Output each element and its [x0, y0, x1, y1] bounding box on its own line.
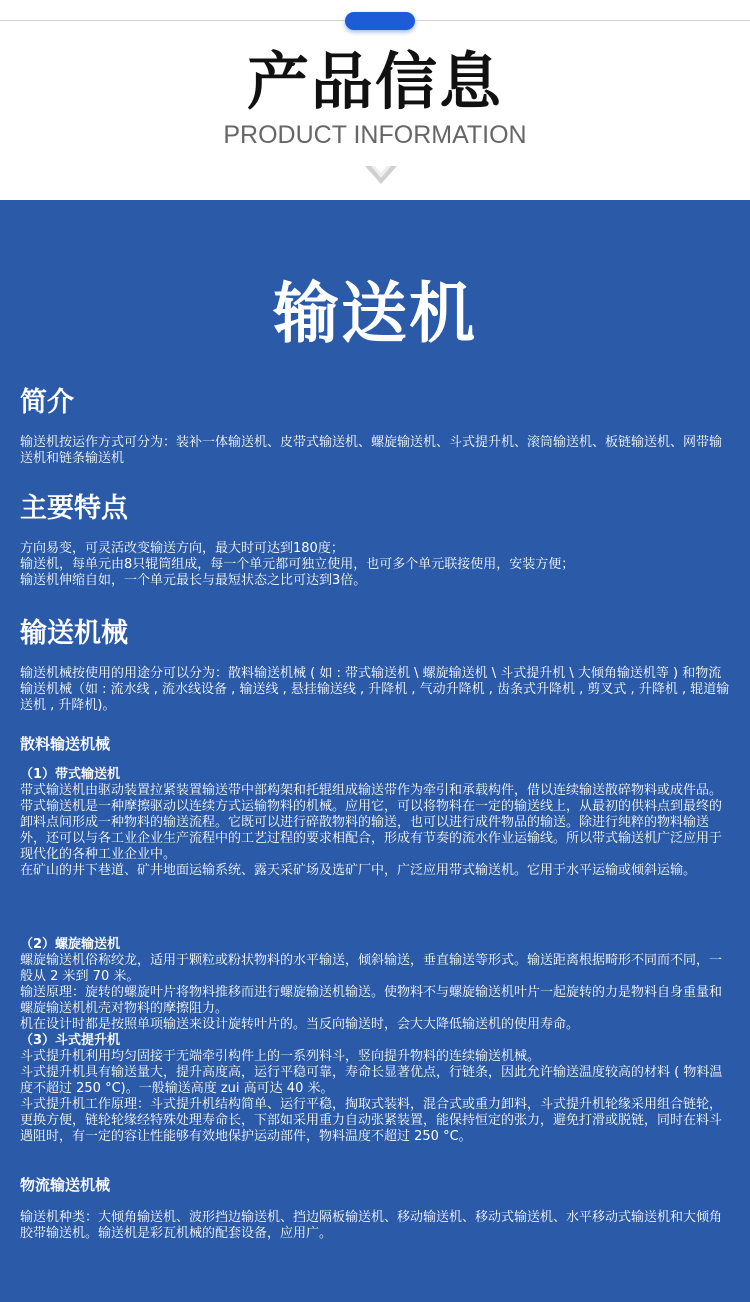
header-divider-right [415, 20, 750, 21]
belt-conveyor-p2: 带式输送机是一种摩擦驱动以连续方式运输物料的机械。应用它，可以将物料在一定的输送线上，从最初的供料点到最终的卸料点间形成一种物料的输送流程。它既可以进行碎散物料的输送，也可以进行成件物品的输送。除进行纯粹的物料输送外，还可以与各工业企业生产流程中的工艺过程的要求相配合，形成有节奏的流水作业运输线。所以带式输送机广泛应用于现代化的各种工业企业中。 [20, 799, 723, 862]
product-info-panel [0, 200, 750, 1302]
bulk-heading: 散料输送机械 [20, 735, 111, 753]
page-title: 产品信息 [246, 45, 503, 118]
screw-conveyor-p1: 螺旋输送机俗称绞龙，适用于颗粒或粉状物料的水平输送，倾斜输送，垂直输送等形式。输送距离根据畸形不同而不同，一般从 2 米到 70 米。 [20, 953, 723, 984]
logistics-heading: 物流输送机械 [20, 1176, 111, 1194]
screw-conveyor-section [20, 937, 730, 1145]
screw-conveyor-p3: 机在设计时都是按照单项输送来设计旋转叶片的。当反向输送时，会大大降低输送机的使用寿命。 [20, 1017, 580, 1032]
feature-item: 方向易变，可灵活改变输送方向，最大时可达到180度； [20, 541, 344, 556]
screw-conveyor-title: （2）螺旋输送机 [20, 937, 121, 952]
bucket-elevator-title: （3）斗式提升机 [20, 1033, 121, 1048]
logistics-text: 输送机种类：大倾角输送机、波形挡边输送机、挡边隔板输送机、移动输送机、移动式输送机、水平移动式输送机和大倾角胶带输送机。输送机是彩瓦机械的配套设备，应用广。 [20, 1210, 723, 1241]
feature-item: 输送机伸缩自如，一个单元最长与最短状态之比可达到3倍。 [20, 573, 367, 588]
page-subtitle: PRODUCT INFORMATION [223, 121, 527, 149]
belt-conveyor-p1: 带式输送机由驱动装置拉紧装置输送带中部构架和托辊组成输送带作为牵引和承载构件，借以连续输送散碎物料或成件品。 [20, 783, 723, 798]
header-section [0, 0, 750, 200]
intro-heading: 简介 [20, 387, 74, 418]
feature-item: 输送机，每单元由8只辊筒组成，每一个单元都可独立使用，也可多个单元联接使用，安装方便； [20, 557, 575, 572]
machinery-text: 输送机械按使用的用途分可以分为：散料输送机械 ( 如 : 带式输送机 \ 螺旋输送机 \ 斗式提升机 \ 大倾角输送机等 ) 和物流输送机械（如 : 流水线 , 流水线设备 , 输送线 , 悬挂输送线 , 升降机 , 气动升降机 , 齿条式升降机 , 剪叉式 , 升降机 , 辊道输送机 , 升降机)。 [20, 666, 730, 713]
features-list [20, 541, 730, 589]
product-title: 输送机 [273, 275, 477, 352]
belt-conveyor-title: （1）带式输送机 [20, 767, 121, 782]
header-pill-decoration [345, 12, 415, 30]
screw-conveyor-p2: 输送原理：旋转的螺旋叶片将物料推移而进行螺旋输送机输送。使物料不与螺旋输送机叶片一起旋转的力是物料自身重量和螺旋输送机机壳对物料的摩擦阻力。 [20, 985, 723, 1016]
bucket-elevator-p1: 斗式提升机利用均匀固接于无端牵引构件上的一系列料斗，竖向提升物料的连续输送机械。 [20, 1049, 541, 1064]
intro-text: 输送机按运作方式可分为：装补一体输送机、皮带式输送机、螺旋输送机、斗式提升机、滚筒输送机、板链输送机、网带输送机和链条输送机 [20, 435, 723, 466]
belt-conveyor-section [20, 767, 730, 879]
header-divider-left [0, 20, 345, 21]
machinery-heading: 输送机械 [20, 618, 128, 649]
belt-conveyor-p3: 在矿山的井下巷道、矿井地面运输系统、露天采矿场及选矿厂中，广泛应用带式输送机。它用于水平运输或倾斜运输。 [20, 863, 697, 878]
chevron-down-icon [363, 164, 399, 188]
bucket-elevator-p2: 斗式提升机具有输送量大，提升高度高，运行平稳可靠，寿命长显著优点，行链条，因此允许输送温度较高的材料 ( 物料温度不超过 250 °C)。一般输送高度 zui 高可达 40 米。 [20, 1065, 723, 1096]
features-heading: 主要特点 [20, 493, 128, 524]
bucket-elevator-p3: 斗式提升机工作原理：斗式提升机结构简单、运行平稳，掏取式装料，混合式或重力卸料，斗式提升机轮缘采用组合链轮，更换方便，链轮轮缘经特殊处理寿命长，下部如采用重力自动张紧装置，能保持恒定的张力，避免打滑或脱链，同时在料斗遇阻时，有一定的容让性能够有效地保护运动部件，物料温度不超过 250 °C。 [20, 1097, 723, 1144]
